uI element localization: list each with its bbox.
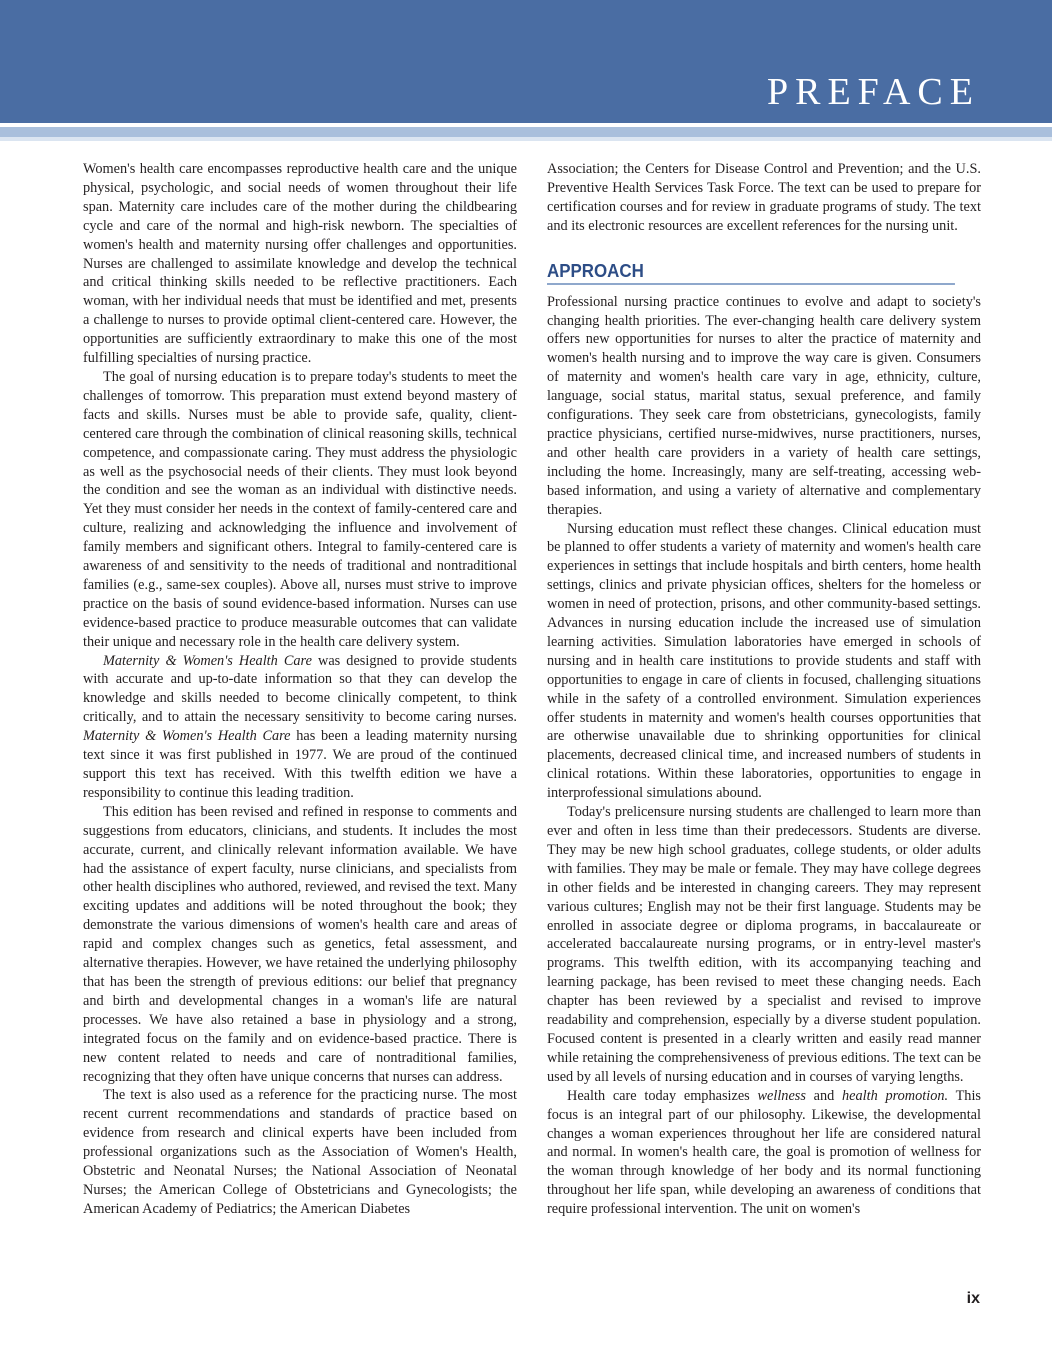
section-heading-approach: APPROACH bbox=[547, 260, 955, 285]
header-rule bbox=[0, 127, 1052, 137]
paragraph: This edition has been revised and refined in response to comments and suggestions from educators, clinicians, and students. It includes the most accurate, current, and clinically relevant information available. We have had the assistance of expert faculty, nurse clinicians, and specialists from other health disciplines who authored, reviewed, and revised the text. Many exciting updates and additions will be noted throughout the book; they demonstrate the various dimensions of women's health care and areas of rapid and complex changes such as genetics, fetal assessment, and alternative therapies. However, we have retained the underlying philosophy that has been the strength of previous editions: our belief that pregnancy and birth and developmental changes in a woman's life are natural processes. We have also retained a base in physiology and a strong, integrated focus on the family and on evidence-based practice. There is new content related to needs and care of nontraditional families, recognizing that they often have unique concerns that nurses can address. bbox=[83, 803, 517, 1085]
paragraph bbox=[83, 652, 517, 803]
paragraph-text: and bbox=[805, 1087, 843, 1104]
paragraph-text: has been a leading maternity nursing text since it was first published in 1977. We are proud of the continued support this text has received. With this twelfth edition we have a responsibility to continue this leading tradition. bbox=[83, 728, 517, 801]
book-title: Maternity & Women's Health Care bbox=[83, 728, 291, 745]
page-title: PREFACE bbox=[766, 71, 980, 113]
emphasis: health promotion. bbox=[842, 1087, 949, 1104]
heading-spacer bbox=[547, 285, 981, 293]
paragraph-text: was designed to provide students with accurate and up-to-date information so that they can develop the knowledge and skills needed to become clinically competent, to think critically, and to attain the necessary sensitivity to become caring nurses. bbox=[83, 652, 517, 726]
paragraph: Women's health care encompasses reproductive health care and the unique physical, psychologic, and social needs of women throughout their life span. Maternity care includes care of the mother during the childbearing cycle and care of the normal and high-risk newborn. The specialties of women's health and maternity nursing offer challenges and opportunities. Nurses are challenged to assimilate knowledge and develop the technical and critical thinking skills needed to be reflective practitioners. Each woman, with her individual needs that must be identified and met, presents a challenge to nurses to provide optimal client-centered care. However, the opportunities are sufficiently extraordinary to make this one of the most fulfilling specialties of nursing practice. bbox=[83, 161, 517, 367]
emphasis: wellness bbox=[757, 1087, 806, 1104]
paragraph: Nursing education must reflect these changes. Clinical education must be planned to offer students a variety of maternity and women's health care experiences in settings that include hospitals and birth centers, home health settings, clinics and private physician offices, shelters for the homeless or women in need of protection, prisons, and other community-based settings. Advances in nursing education include the increased use of simulation learning activities. Simulation laboratories have emerged in schools of nursing and in health care institutions to provide students and staff with opportunities to engage in care of clients in focused, challenging situations while in the safety of a controlled environment. Simulation experiences offer students in maternity and women's health courses opportunities that are otherwise unavailable due to shrinking opportunities for clinical placements, decreased clinical time, and increased numbers of students in clinical rotations. Within these laboratories, opportunities to engage in interprofessional simulations abound. bbox=[547, 520, 981, 802]
paragraph-text: This focus is an integral part of our philosophy. Likewise, the developmental changes a woman experiences throughout her life are considered natural and normal. In women's health care, the goal is promotion of wellness for the woman through knowledge of her body and its normal functioning throughout her life span, while developing an awareness of conditions that require professional intervention. The unit on women's bbox=[547, 1087, 981, 1218]
left-column bbox=[83, 160, 517, 1219]
paragraph: The text is also used as a reference for the practicing nurse. The most recent current recommendations and standards of practice based on evidence from research and clinical experts have been included from professional organizations such as the Association of Women's Health, Obstetric and Neonatal Nurses; the National Association of Neonatal Nurses; the American College of Obstetricians and Gynecologists; the American Academy of Pediatrics; the American Diabetes bbox=[83, 1087, 517, 1217]
paragraph: The goal of nursing education is to prepare today's students to meet the challenges of tomorrow. This preparation must extend beyond mastery of facts and skills. Nurses must be able to provide safe, quality, client-centered care through the combination of clinical reasoning skills, technical competence, and compassionate caring. They must address the physiologic as well as the psychosocial needs of their clients. They must look beyond the condition and see the woman as an individual with distinctive needs. Yet they must consider her needs in the context of family-centered care and culture, realizing and acknowledging the influence and involvement of family members and significant others. Integral to family-centered care is awareness of and sensitivity to the needs of traditional and nontraditional families (e.g., same-sex couples). Above all, nurses must strive to improve practice on the basis of sound evidence-based information. Nurses can use evidence-based practice to produce measurable outcomes that can validate their unique and necessary role in the health care delivery system. bbox=[83, 368, 517, 650]
right-column bbox=[547, 160, 981, 1219]
paragraph: Today's prelicensure nursing students are challenged to learn more than ever and often in less time than their predecessors. Students are diverse. They may be new high school graduates, college students, or older adults with families. They may be male or female. They may have college degrees in other fields and be interested in changing careers. They may represent various cultures; English may not be their first language. Students may be enrolled in associate degree or diploma programs, in baccalaureate or accelerated baccalaureate nursing programs, or in entry-level master's programs. This twelfth edition, with its accompanying teaching and learning package, has been revised to meet these changing needs. Each chapter has been reviewed by a specialist and revised to improve readability and comprehension, especially by a diverse student population. Focused content is presented in a clearly written and easily read manner while retaining the comprehensiveness of previous editions. The text can be used by all levels of nursing education and in courses of varying lengths. bbox=[547, 804, 981, 1085]
paragraph: Association; the Centers for Disease Control and Prevention; and the U.S. Preventive Health Services Task Force. The text can be used to prepare for certification courses and for review in graduate programs of study. The text and its electronic resources are excellent references for the nursing unit. bbox=[547, 161, 981, 234]
paragraph bbox=[547, 1087, 981, 1219]
book-title: Maternity & Women's Health Care bbox=[103, 652, 312, 669]
paragraph: Professional nursing practice continues to evolve and adapt to society's changing health priorities. The ever-changing health care delivery system offers new opportunities for nurses to alter the practice of maternity and women's health nursing and to improve the way care is given. Consumers of maternity and women's health care vary in age, ethnicity, culture, language, social status, marital status, sexual preference, and family configurations. They seek care from obstetricians, gynecologists, family practice physicians, certified nurse-midwives, nurse practitioners, nurses, and other health care providers in a variety of health care settings, including the home. Increasingly, many are self-treating, accessing web-based information, and using a variety of alternative and complementary therapies. bbox=[547, 293, 981, 518]
header-rule-light bbox=[0, 137, 1052, 141]
paragraph-text: Health care today emphasizes bbox=[567, 1087, 758, 1104]
page-number: ix bbox=[966, 1290, 980, 1307]
